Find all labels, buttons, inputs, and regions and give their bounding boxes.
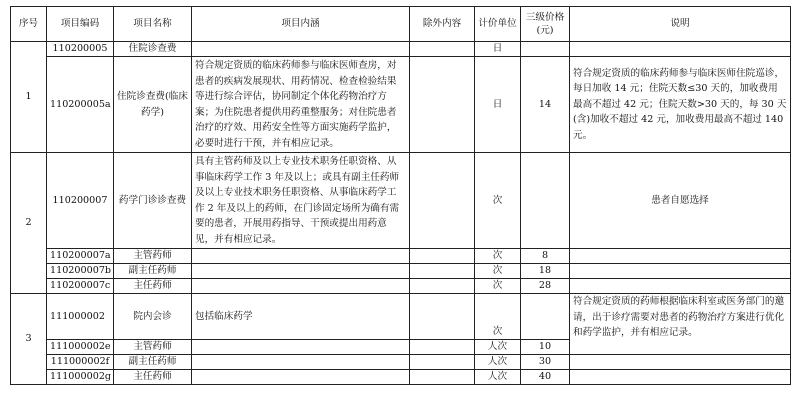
item-excluded — [410, 264, 475, 279]
item-content — [192, 279, 410, 294]
item-excluded — [410, 57, 475, 153]
table-row — [11, 355, 791, 370]
item-name: 药学门诊诊查费 — [114, 153, 192, 249]
item-name: 住院诊查费(临床药学) — [114, 57, 192, 153]
table-row — [11, 370, 791, 385]
item-name: 主管药师 — [114, 340, 192, 355]
item-price: 14 — [521, 57, 570, 153]
table-row — [11, 264, 791, 279]
header-excluded: 除外内容 — [410, 7, 475, 42]
table-row — [11, 153, 791, 249]
item-price: 40 — [521, 370, 570, 385]
item-unit: 人次 — [475, 355, 521, 370]
item-unit: 日 — [475, 42, 521, 57]
item-name: 住院诊查费 — [114, 42, 192, 57]
item-unit: 日 — [475, 57, 521, 153]
item-note — [570, 42, 791, 57]
item-excluded — [410, 355, 475, 370]
header-seq: 序号 — [11, 7, 47, 42]
table-row — [11, 249, 791, 264]
item-price: 10 — [521, 340, 570, 355]
item-name: 主任药师 — [114, 279, 192, 294]
item-code: 110200007 — [47, 153, 114, 249]
item-note — [570, 370, 791, 385]
item-content: 符合规定资质的临床药师参与临床医师查房，对患者的疾病发展现状、用药情况、检查检验结果等进行综合评估，协同制定个体化药物治疗方案；为住院患者提供用药重整服务；对住院患者治疗的疗效、用药安全性等方面实施药学监护，必要时进行干预，并有相应记录。 — [192, 57, 410, 153]
item-note — [570, 264, 791, 279]
item-price: 8 — [521, 249, 570, 264]
header-unit: 计价单位 — [475, 7, 521, 42]
item-content — [192, 340, 410, 355]
item-name: 主管药师 — [114, 249, 192, 264]
item-content: 包括临床药学 — [192, 294, 410, 340]
item-excluded — [410, 42, 475, 57]
item-code: 110200007c — [47, 279, 114, 294]
item-code: 110200005 — [47, 42, 114, 57]
item-content — [192, 355, 410, 370]
header-row — [11, 7, 791, 42]
item-note — [570, 249, 791, 264]
item-note: 患者自愿选择 — [570, 153, 791, 249]
item-unit: 人次 — [475, 370, 521, 385]
item-excluded — [410, 249, 475, 264]
item-unit: 次 — [475, 153, 521, 249]
item-content — [192, 249, 410, 264]
item-note — [570, 279, 791, 294]
item-note: 符合规定资质的临床药师参与临床医师住院巡诊，每日加收 14 元；住院天数≤30 天的，加收费用最高不超过 42 元；住院天数>30 天的，每 30 天(含)加收不超过 42 元，加收费用最高不超过 140 元。 — [570, 57, 791, 153]
item-excluded — [410, 153, 475, 249]
fee-schedule-table — [10, 6, 791, 385]
header-price-line2: (元) — [536, 25, 554, 36]
item-content — [192, 42, 410, 57]
table-row — [11, 57, 791, 153]
header-price — [521, 7, 570, 42]
group-seq: 3 — [11, 294, 47, 385]
header-price-line1: 三级价格 — [525, 12, 565, 23]
item-code: 110200007b — [47, 264, 114, 279]
group-seq: 1 — [11, 42, 47, 153]
item-code: 110200005a — [47, 57, 114, 153]
item-name: 副主任药师 — [114, 264, 192, 279]
item-name: 副主任药师 — [114, 355, 192, 370]
item-excluded — [410, 340, 475, 355]
item-name: 主任药师 — [114, 370, 192, 385]
item-excluded — [410, 294, 475, 340]
item-content — [192, 370, 410, 385]
item-note: 符合规定资质的药师根据临床科室或医务部门的邀请，出于诊疗需要对患者的药物治疗方案进行优化和药学监护，并有相应记录。 — [570, 294, 791, 355]
item-code: 110200007a — [47, 249, 114, 264]
header-name: 项目名称 — [114, 7, 192, 42]
item-code: 111000002g — [47, 370, 114, 385]
table-row — [11, 294, 791, 340]
item-excluded — [410, 279, 475, 294]
item-code: 111000002 — [47, 294, 114, 340]
item-code: 111000002e — [47, 340, 114, 355]
item-price — [521, 42, 570, 57]
item-excluded — [410, 370, 475, 385]
item-content: 具有主管药师及以上专业技术职务任职资格、从事临床药学工作 3 年及以上；或具有副主任药师及以上专业技术职务任职资格、从事临床药学工作 2 年及以上的药师，在门诊固定场所为确有需要的患者，开展用药指导、干预或提出用药意见，并有相应记录。 — [192, 153, 410, 249]
header-note: 说明 — [570, 7, 791, 42]
item-note — [570, 355, 791, 370]
item-unit: 次 — [475, 249, 521, 264]
item-name: 院内会诊 — [114, 294, 192, 340]
group-seq: 2 — [11, 153, 47, 294]
table-row — [11, 279, 791, 294]
item-price: 28 — [521, 279, 570, 294]
item-unit: 次 — [475, 294, 521, 340]
table-row — [11, 42, 791, 57]
item-code: 111000002f — [47, 355, 114, 370]
item-price: 18 — [521, 264, 570, 279]
item-unit: 人次 — [475, 340, 521, 355]
item-content — [192, 264, 410, 279]
header-content: 项目内涵 — [192, 7, 410, 42]
item-unit: 次 — [475, 264, 521, 279]
item-price — [521, 294, 570, 340]
item-price — [521, 153, 570, 249]
item-price: 30 — [521, 355, 570, 370]
item-unit: 次 — [475, 279, 521, 294]
header-code: 项目编码 — [47, 7, 114, 42]
